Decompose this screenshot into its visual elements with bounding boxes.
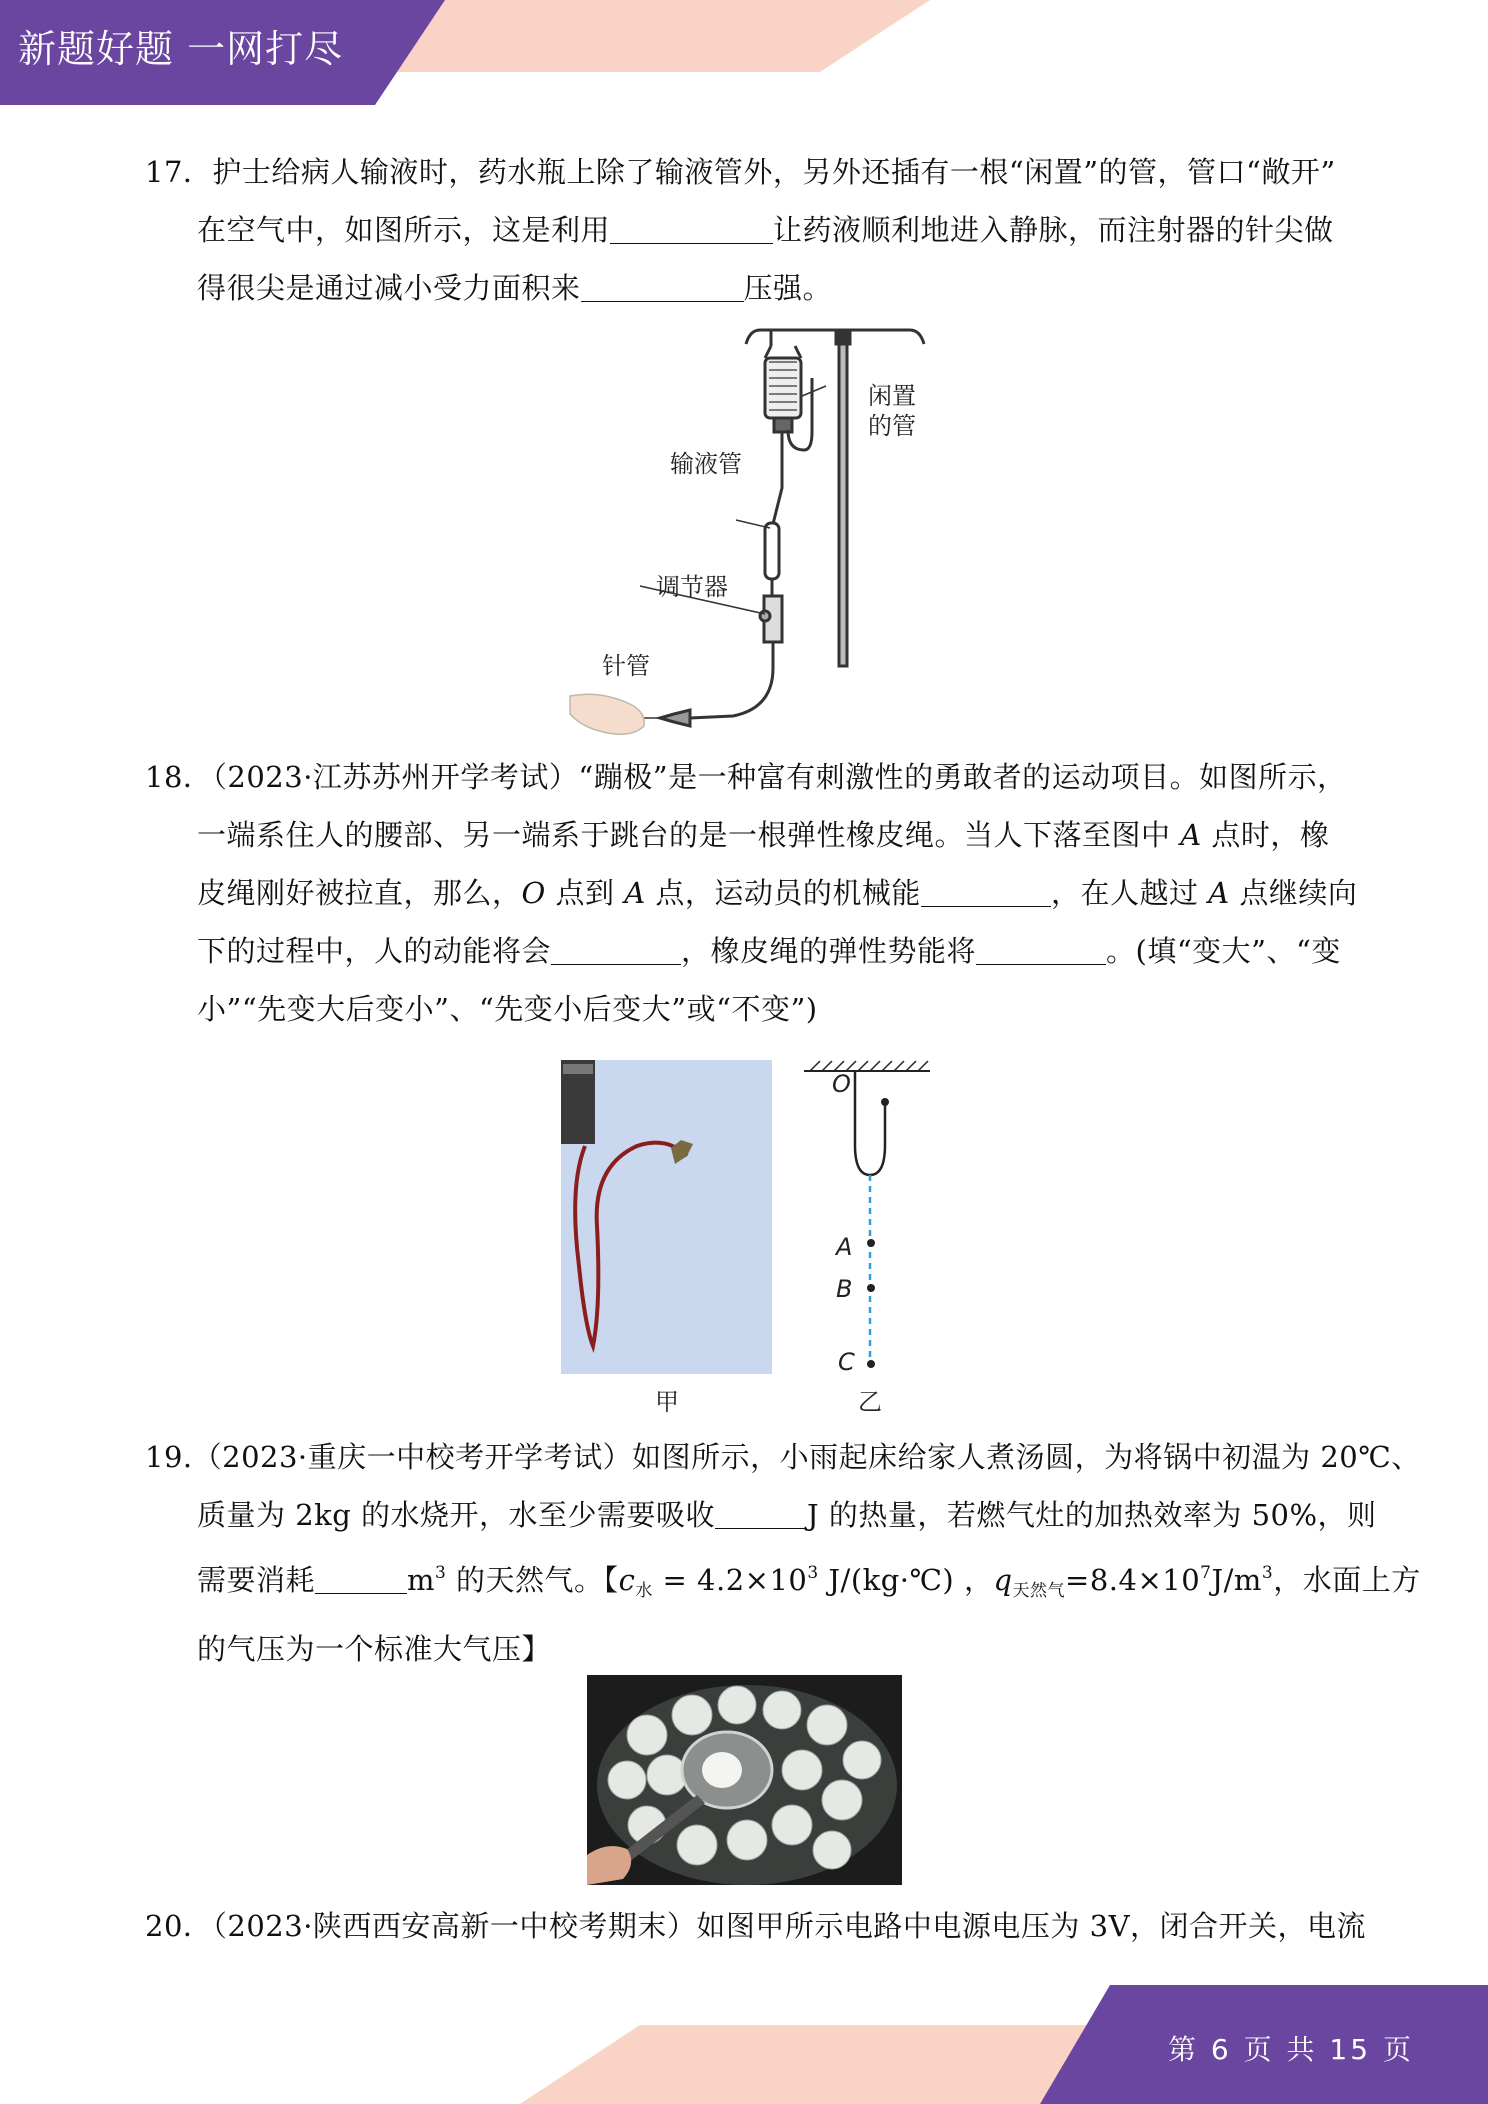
answer-blank[interactable] [921,876,1051,907]
q19-text: 3 [807,1563,819,1583]
bungee-diagram [800,1055,940,1385]
q18-line1: 18．（2023·江苏苏州开学考试）“蹦极”是一种富有刺激性的勇敢者的运动项目。如图所示， [145,760,1347,794]
q19-text: c [618,1563,636,1597]
q18-text: 点继续向 [1239,876,1358,910]
q20-line1: 20．（2023·陕西西安高新一中校考期末）如图甲所示电路中电源电压为 3V，闭合开关，电流 [145,1909,1367,1943]
label-c: C [838,1348,855,1376]
var-a: A [624,876,646,910]
q18-text: 点到 [555,876,615,910]
q19-text: m [407,1563,436,1597]
q18-line2 [145,806,1345,864]
q19-text: 天然气 [1012,1581,1066,1601]
q18-text: 一端系住人的腰部、另一端系于跳台的是一根弹性橡皮绳。当人下落至图中 [197,818,1171,852]
answer-blank[interactable] [581,271,744,302]
question-17 [145,143,1345,317]
q19-line3 [145,1544,1421,1620]
answer-blank[interactable] [610,213,773,244]
q18-text: 。(填“变大”、“变 [1106,934,1341,968]
q17-line2 [145,201,1345,259]
q19-text: 3 [435,1563,447,1583]
label-jia: 甲 [655,1388,679,1416]
label-regulator: 调节器 [656,573,728,601]
var-a: A [1180,818,1202,852]
q19-text: 水 [635,1581,653,1601]
q18-text: 下的过程中，人的动能将会 [197,934,552,968]
page-number: 第 6 页 共 15 页 [1168,2033,1414,2066]
q18-text: 皮绳刚好被拉直，那么， [197,876,522,910]
q18-text: ，橡皮绳的弹性势能将 [681,934,977,968]
question-19 [145,1428,1421,1678]
q18-text: 点时，橡 [1211,818,1330,852]
q19-text: 需要消耗 [197,1563,316,1597]
tangyuan-photo [587,1675,902,1885]
label-idle-tube: 闲置 [868,382,916,410]
header-title: 新题好题 一网打尽 [18,27,344,71]
answer-blank[interactable] [315,1563,407,1594]
answer-blank[interactable] [551,934,681,965]
q17-line3 [145,259,1345,317]
question-20 [145,1897,1367,1955]
q19-text: 7 [1200,1563,1212,1583]
q19-text: = 4.2×10 [652,1563,808,1597]
label-yi: 乙 [858,1388,882,1416]
q17-text: 在空气中，如图所示，这是利用 [197,213,611,247]
q19-text: q [993,1563,1013,1597]
q17-text: 让药液顺利地进入静脉，而注射器的针尖做 [773,213,1334,247]
q19-text: J 的热量，若燃气灶的加热效率为 50%，则 [807,1498,1377,1532]
bungee-photo [561,1060,772,1374]
q19-text: 质量为 2kg 的水烧开，水至少需要吸收 [197,1498,716,1532]
label-idle-tube-2: 的管 [868,412,916,440]
answer-blank[interactable] [715,1498,807,1529]
q19-text: =8.4×10 [1065,1563,1201,1597]
q17-text: 压强。 [743,271,833,305]
q18-text: ，在人越过 [1050,876,1199,910]
question-18 [145,748,1358,1038]
label-infusion-tube: 输液管 [670,450,742,478]
q19-text: 3 [1261,1563,1274,1583]
q18-line5: 小”“先变大后变小”、“先变小后变大”或“不变”) [197,992,818,1026]
label-a: A [836,1233,853,1261]
label-b: B [836,1275,853,1303]
q18-line3 [145,864,1358,922]
q19-text: ，水面上方 [1273,1563,1421,1597]
q17-text: 得很尖是通过减小受力面积来 [197,271,581,305]
q17-line1: 17．护士给病人输液时，药水瓶上除了输液管外，另外还插有一根“闲置”的管，管口“敞开” [145,155,1336,189]
q19-text: J/(kg·℃) ， [818,1563,994,1597]
var-a: A [1208,876,1230,910]
q19-text: 的天然气。【 [446,1563,619,1597]
q19-line2 [145,1486,1377,1544]
answer-blank[interactable] [976,934,1106,965]
q19-text: J/m [1211,1563,1262,1597]
q19-line4: 的气压为一个标准大气压】 [197,1632,552,1666]
label-needle: 针管 [602,652,650,680]
q18-line4 [145,922,1345,980]
q18-text: 点，运动员的机械能 [655,876,921,910]
q19-line1: 19.（2023·重庆一中校考开学考试）如图所示，小雨起床给家人煮汤圆，为将锅中初温为 20℃、 [145,1440,1421,1474]
var-o: O [521,876,546,910]
label-o: O [832,1070,851,1098]
